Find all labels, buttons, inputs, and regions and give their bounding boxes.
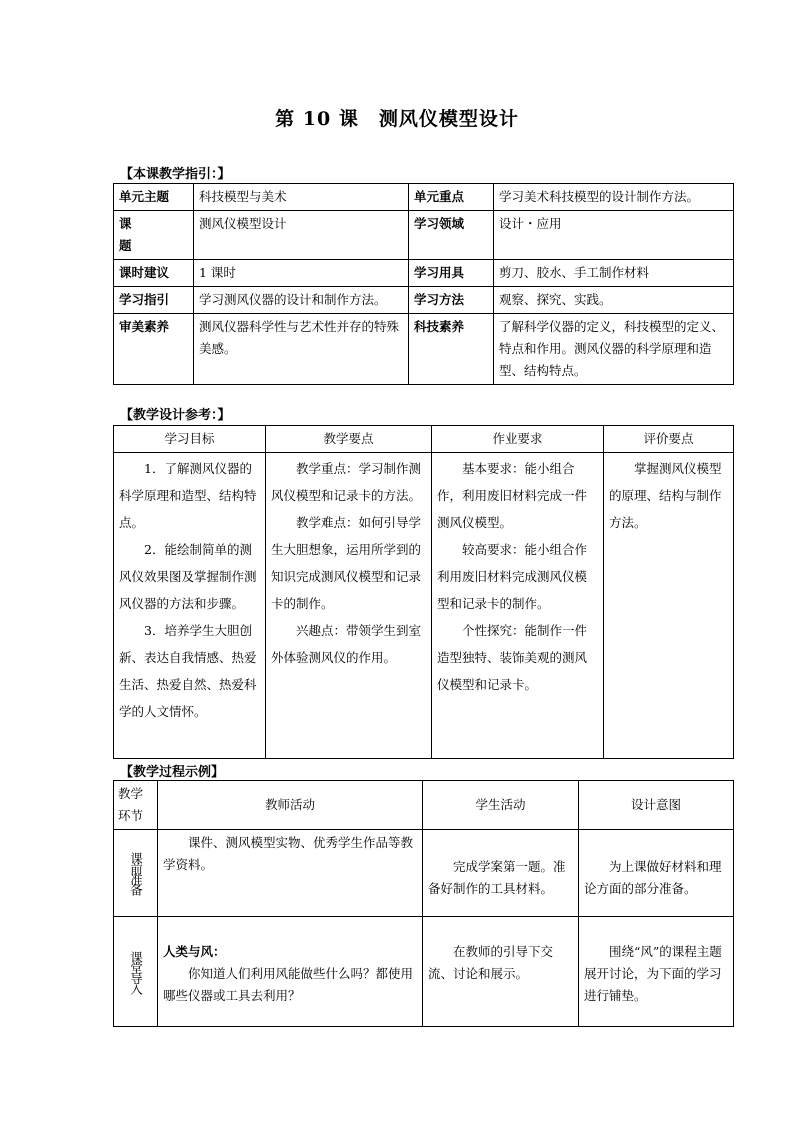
intent-text: 为上课做好材料和理论方面的部分准备。 (584, 859, 722, 896)
student-activity (423, 830, 579, 917)
point-item: 教学难点：如何引导学生大胆想象，运用所学到的知识完成测风仪模型和记录卡的制作。 (271, 515, 422, 611)
column-header: 评价要点 (604, 426, 734, 453)
design-table (113, 425, 734, 759)
teacher-text: 你知道人们利用风能做些什么吗？都使用哪些仪器或工具去利用？ (163, 966, 414, 1003)
teacher-text: 课件、测风模型实物、优秀学生作品等教学资料。 (163, 835, 414, 872)
guide-value: 剪刀、胶水、手工制作材料 (494, 260, 734, 287)
guide-value: 观察、探究、实践。 (494, 287, 734, 314)
guide-section-label: 【本课教学指引：】 (120, 167, 231, 182)
guide-table (113, 183, 734, 385)
table-row (114, 830, 734, 917)
guide-label: 课 题 (114, 211, 194, 260)
goal-item: 2．能绘制简单的测风仪效果图及掌握制作测风仪器的方法和步骤。 (119, 542, 257, 611)
guide-label: 学习用具 (409, 260, 494, 287)
goal-item: 3．培养学生大胆创新、表达自我情感、热爱生活、热爱自然、热爱科学的人文情怀。 (119, 623, 257, 719)
homework-item: 基本要求：能小组合作，利用废旧材料完成一件测风仪模型。 (437, 461, 588, 530)
homework-item: 较高要求：能小组合作利用废旧材料完成测风仪模型和记录卡的制作。 (437, 542, 588, 611)
table-row (114, 260, 734, 287)
student-text: 完成学案第一题。准备好制作的工具材料。 (428, 859, 566, 896)
column-header: 学生活动 (423, 781, 579, 830)
column-header: 教师活动 (158, 781, 423, 830)
student-text: 在教师的引导下交流、讨论和展示。 (428, 944, 554, 981)
column-header: 学习目标 (114, 426, 266, 453)
design-intent (579, 830, 734, 917)
column-header: 作业要求 (432, 426, 604, 453)
guide-label: 学习指引 (114, 287, 194, 314)
guide-value: 设计・应用 (494, 211, 734, 260)
stage-cell (114, 917, 158, 1027)
guide-value: 1 课时 (194, 260, 409, 287)
guide-label: 科技素养 (409, 314, 494, 385)
evaluation-points (604, 453, 734, 759)
guide-label: 单元主题 (114, 184, 194, 211)
guide-label: 审美素养 (114, 314, 194, 385)
guide-label: 学习领域 (409, 211, 494, 260)
goal-item: 1．了解测风仪器的科学原理和造型、结构特点。 (119, 461, 257, 530)
guide-label: 课时建议 (114, 260, 194, 287)
point-item: 兴趣点：带领学生到室外体验测风仪的作用。 (271, 623, 422, 665)
process-table (113, 780, 734, 1027)
intent-text: 围绕“风”的课程主题展开讨论，为下面的学习进行铺垫。 (584, 944, 722, 1003)
teacher-activity (158, 830, 423, 917)
stage-label: 课前准备 (128, 852, 144, 894)
homework-item: 个性探究：能制作一件造型独特、装饰美观的测风仪模型和记录卡。 (437, 623, 588, 692)
learning-goals (114, 453, 266, 759)
stage-cell (114, 830, 158, 917)
design-section-label: 【教学设计参考：】 (120, 408, 231, 423)
design-intent (579, 917, 734, 1027)
column-header: 教学要点 (266, 426, 432, 453)
guide-label: 学习方法 (409, 287, 494, 314)
table-row (114, 314, 734, 385)
process-section-label: 【教学过程示例】 (120, 765, 225, 780)
table-row (114, 287, 734, 314)
column-header: 教学环节 (114, 781, 158, 830)
evaluation-text: 掌握测风仪模型的原理、结构与制作方法。 (609, 461, 722, 530)
stage-label: 课堂导入 (128, 950, 144, 993)
table-row (114, 211, 734, 260)
guide-value: 科技模型与美术 (194, 184, 409, 211)
guide-value: 测风仪器科学性与艺术性并存的特殊美感。 (194, 314, 409, 385)
teacher-activity (158, 917, 423, 1027)
table-row (114, 426, 734, 453)
guide-value: 学习美术科技模型的设计制作方法。 (494, 184, 734, 211)
guide-label: 单元重点 (409, 184, 494, 211)
guide-value: 学习测风仪器的设计和制作方法。 (194, 287, 409, 314)
homework-requirements (432, 453, 604, 759)
student-activity (423, 917, 579, 1027)
table-row (114, 917, 734, 1027)
table-row (114, 184, 734, 211)
guide-value: 了解科学仪器的定义，科技模型的定义、特点和作用。测风仪器的科学原理和造型、结构特点。 (494, 314, 734, 385)
column-header: 设计意图 (579, 781, 734, 830)
teacher-subtitle: 人类与风： (163, 944, 226, 959)
table-row (114, 781, 734, 830)
guide-value: 测风仪模型设计 (194, 211, 409, 260)
teaching-points (266, 453, 432, 759)
table-row (114, 453, 734, 759)
page-title: 第 10 课 测风仪模型设计 (275, 108, 519, 130)
point-item: 教学重点：学习制作测风仪模型和记录卡的方法。 (271, 461, 422, 503)
